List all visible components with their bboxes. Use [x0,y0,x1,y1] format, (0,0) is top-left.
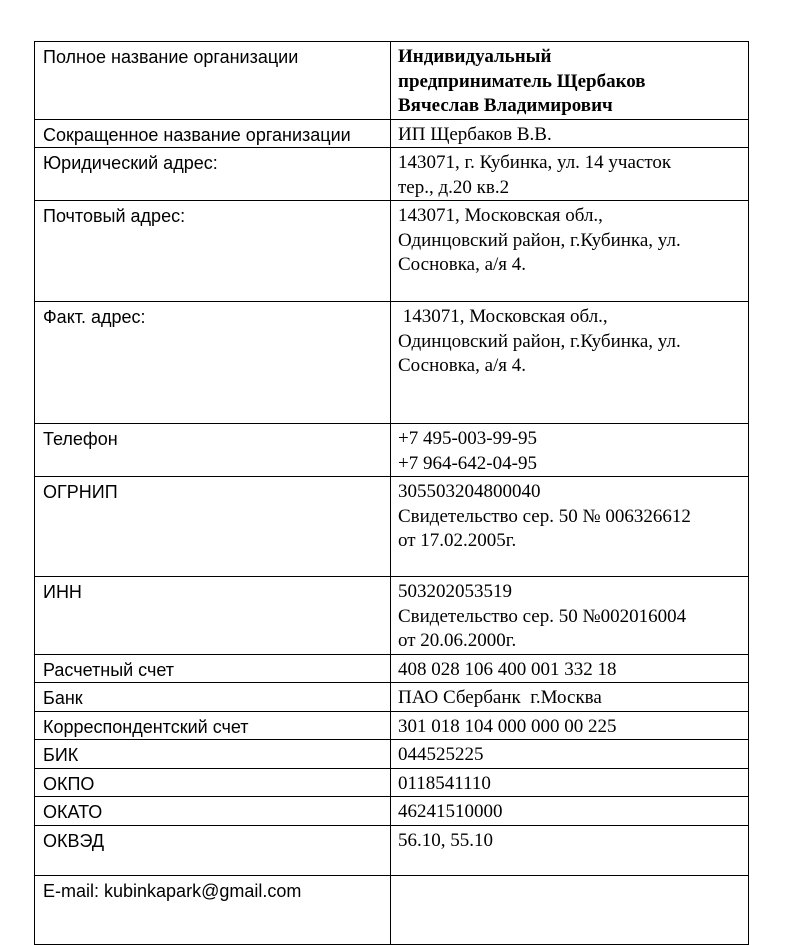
field-value [391,768,749,797]
field-value [391,42,749,120]
field-label: E-mail: kubinkapark@gmail.com [35,875,391,944]
row-phone [35,424,749,477]
field-value [391,683,749,712]
field-value [391,875,749,944]
value-line: 301 018 104 000 000 00 225 [398,715,617,737]
field-label: ОКВЭД [35,825,391,875]
value-line: ПАО Сбербанк г.Москва [398,687,602,708]
value-line: Одинцовский район, г.Кубинка, ул. [398,330,681,352]
value-line: 56.10, 55.10 [398,829,493,851]
value-line: ИП Щербаков В.В. [398,123,552,145]
field-value [391,477,749,577]
value-line: от 20.06.2000г. [398,630,517,651]
field-value [391,201,749,302]
row-email [35,875,749,944]
field-label: ОГРНИП [35,477,391,577]
row-actual-address [35,302,749,424]
value-line: Свидетельство сер. 50 №002016004 [398,605,687,627]
value-line: Свидетельство сер. 50 № 006326612 [398,505,691,527]
field-value [391,740,749,769]
field-label: Почтовый адрес: [35,201,391,302]
row-postal-address [35,201,749,302]
row-okato [35,797,749,826]
field-label: ОКАТО [35,797,391,826]
value-line: 305503204800040 [398,481,541,502]
value-line: 143071, Московская обл., [398,205,603,226]
row-account [35,654,749,683]
field-label: Корреспондентский счет [35,711,391,740]
field-value [391,119,749,148]
value-line: 143071, Московская обл., [398,306,608,327]
field-value [391,825,749,875]
field-label: Телефон [35,424,391,477]
value-line: 044525225 [398,744,484,765]
field-label: Расчетный счет [35,654,391,683]
row-bank [35,683,749,712]
row-okpo [35,768,749,797]
field-value [391,654,749,683]
value-line: 143071, г. Кубинка, ул. 14 участок [398,152,672,173]
field-label: Сокращенное название организации [35,119,391,148]
field-label: ИНН [35,577,391,655]
field-label: Факт. адрес: [35,302,391,424]
field-label: ОКПО [35,768,391,797]
value-line: тер., д.20 кв.2 [398,176,510,198]
field-label: БИК [35,740,391,769]
field-value [391,424,749,477]
value-line: Сосновка, а/я 4. [398,355,527,376]
row-ogrnip [35,477,749,577]
value-line: 408 028 106 400 001 332 18 [398,658,617,680]
value-line: от 17.02.2005г. [398,530,517,551]
value-line: предприниматель Щербаков [398,70,646,92]
field-label: Юридический адрес: [35,148,391,201]
field-value [391,577,749,655]
value-line: Индивидуальный [398,46,552,67]
row-okved [35,825,749,875]
value-line: 46241510000 [398,801,503,822]
value-line: Вячеслав Владимирович [398,95,613,116]
row-inn [35,577,749,655]
value-line: +7 495-003-99-95 [398,428,537,449]
value-line: +7 964-642-04-95 [398,452,537,474]
value-line: 0118541110 [398,772,491,794]
row-short-name [35,119,749,148]
value-line: 503202053519 [398,581,512,602]
field-value [391,797,749,826]
row-full-name [35,42,749,120]
field-label: Банк [35,683,391,712]
value-line: Одинцовский район, г.Кубинка, ул. [398,229,681,251]
row-legal-address [35,148,749,201]
field-label: Полное название организации [35,42,391,120]
requisites-table [34,41,749,945]
field-value [391,302,749,424]
field-value [391,148,749,201]
row-bik [35,740,749,769]
value-line: Сосновка, а/я 4. [398,254,527,275]
row-corr-account [35,711,749,740]
field-value [391,711,749,740]
